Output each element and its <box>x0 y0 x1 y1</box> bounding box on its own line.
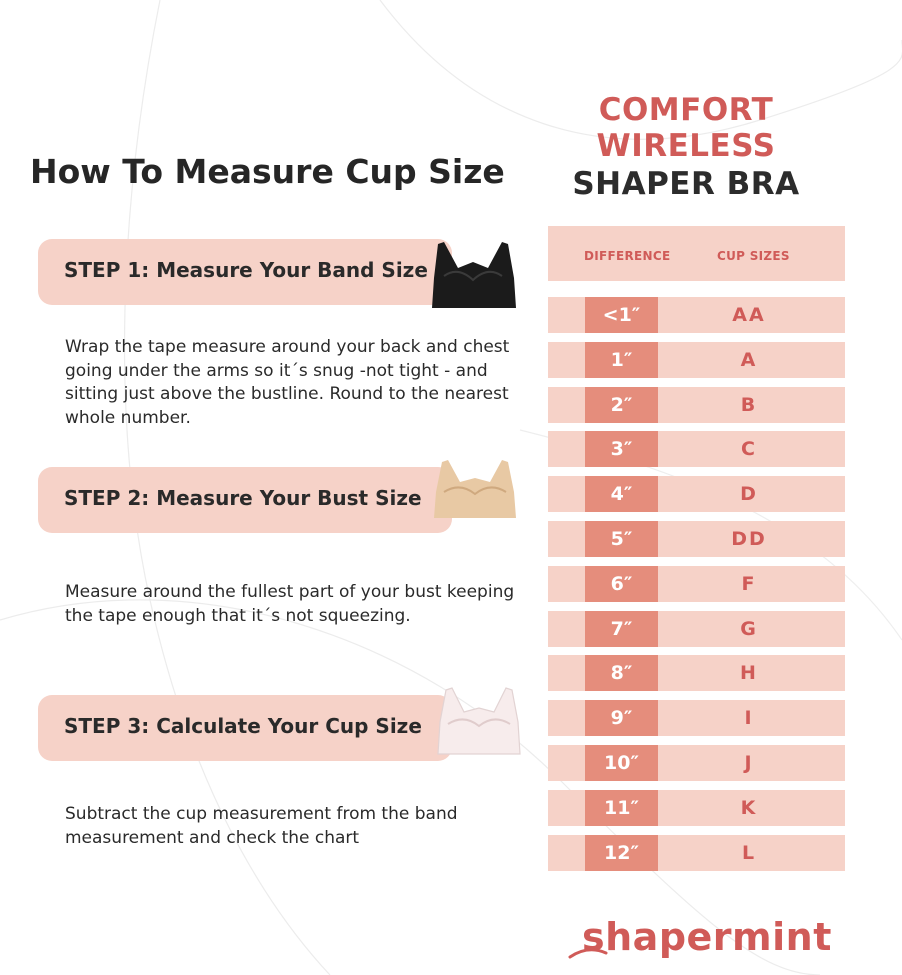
product-title-line2: SHAPER BRA <box>572 166 800 202</box>
difference-cell: 8″ <box>585 655 658 691</box>
chart-row <box>548 476 845 512</box>
step-3-banner <box>38 695 452 761</box>
chart-row <box>548 835 845 871</box>
difference-cell: 9″ <box>585 700 658 736</box>
chart-row <box>548 297 845 333</box>
chart-row <box>548 566 845 602</box>
chart-row <box>548 521 845 557</box>
logo-text: shapermint <box>582 915 832 959</box>
difference-cell: <1″ <box>585 297 658 333</box>
difference-cell: 7″ <box>585 611 658 647</box>
chart-row <box>548 700 845 736</box>
shapermint-logo <box>568 915 832 963</box>
logo-swoosh-icon <box>568 947 608 961</box>
cup-size-cell: B <box>740 394 758 416</box>
chart-row <box>548 790 845 826</box>
step-3-label: STEP 3: Calculate Your Cup Size <box>64 714 422 738</box>
cup-size-cell: A <box>740 349 758 371</box>
difference-cell: 11″ <box>585 790 658 826</box>
cup-size-cell: G <box>740 618 758 640</box>
size-chart-header <box>548 226 845 281</box>
difference-cell: 2″ <box>585 387 658 423</box>
chart-row <box>548 342 845 378</box>
cup-size-cell: F <box>741 573 757 595</box>
cup-size-cell: J <box>744 752 754 774</box>
step-2-label: STEP 2: Measure Your Bust Size <box>64 486 422 510</box>
difference-column-header: DIFFERENCE <box>584 249 671 263</box>
step-1-banner <box>38 239 452 305</box>
step-1-description: Wrap the tape measure around your back and chest going under the arms so it´s snug -not tight - and sitting just above the bustline. Round to the nearest whole number. <box>65 337 510 428</box>
difference-cell: 3″ <box>585 431 658 467</box>
step-1-label: STEP 1: Measure Your Band Size <box>64 258 428 282</box>
cup-size-cell: K <box>740 797 758 819</box>
product-title <box>516 92 856 202</box>
chart-row <box>548 745 845 781</box>
difference-cell: 5″ <box>585 521 658 557</box>
chart-row <box>548 611 845 647</box>
chart-row <box>548 431 845 467</box>
product-title-line1: COMFORT WIRELESS <box>596 92 776 164</box>
cup-size-cell: H <box>740 662 758 684</box>
nude-bra-icon <box>430 458 520 522</box>
page-title: How To Measure Cup Size <box>30 152 505 191</box>
cup-sizes-column-header: CUP SIZES <box>717 249 790 263</box>
black-bra-icon <box>428 238 518 314</box>
difference-cell: 6″ <box>585 566 658 602</box>
cup-size-cell: D <box>740 483 758 505</box>
cup-size-cell: I <box>744 707 754 729</box>
difference-cell: 1″ <box>585 342 658 378</box>
cup-size-cell: DD <box>731 528 767 550</box>
difference-cell: 10″ <box>585 745 658 781</box>
difference-cell: 12″ <box>585 835 658 871</box>
cup-size-cell: AA <box>732 304 766 326</box>
step-2-banner <box>38 467 452 533</box>
white-bra-icon <box>434 686 524 758</box>
step-3-description: Subtract the cup measurement from the band measurement and check the chart <box>65 804 458 848</box>
step-2-description: Measure around the fullest part of your bust keeping the tape enough that it´s not squeezing. <box>65 582 515 626</box>
chart-row <box>548 655 845 691</box>
cup-size-cell: C <box>741 438 757 460</box>
difference-cell: 4″ <box>585 476 658 512</box>
cup-size-cell: L <box>741 842 757 864</box>
chart-row <box>548 387 845 423</box>
